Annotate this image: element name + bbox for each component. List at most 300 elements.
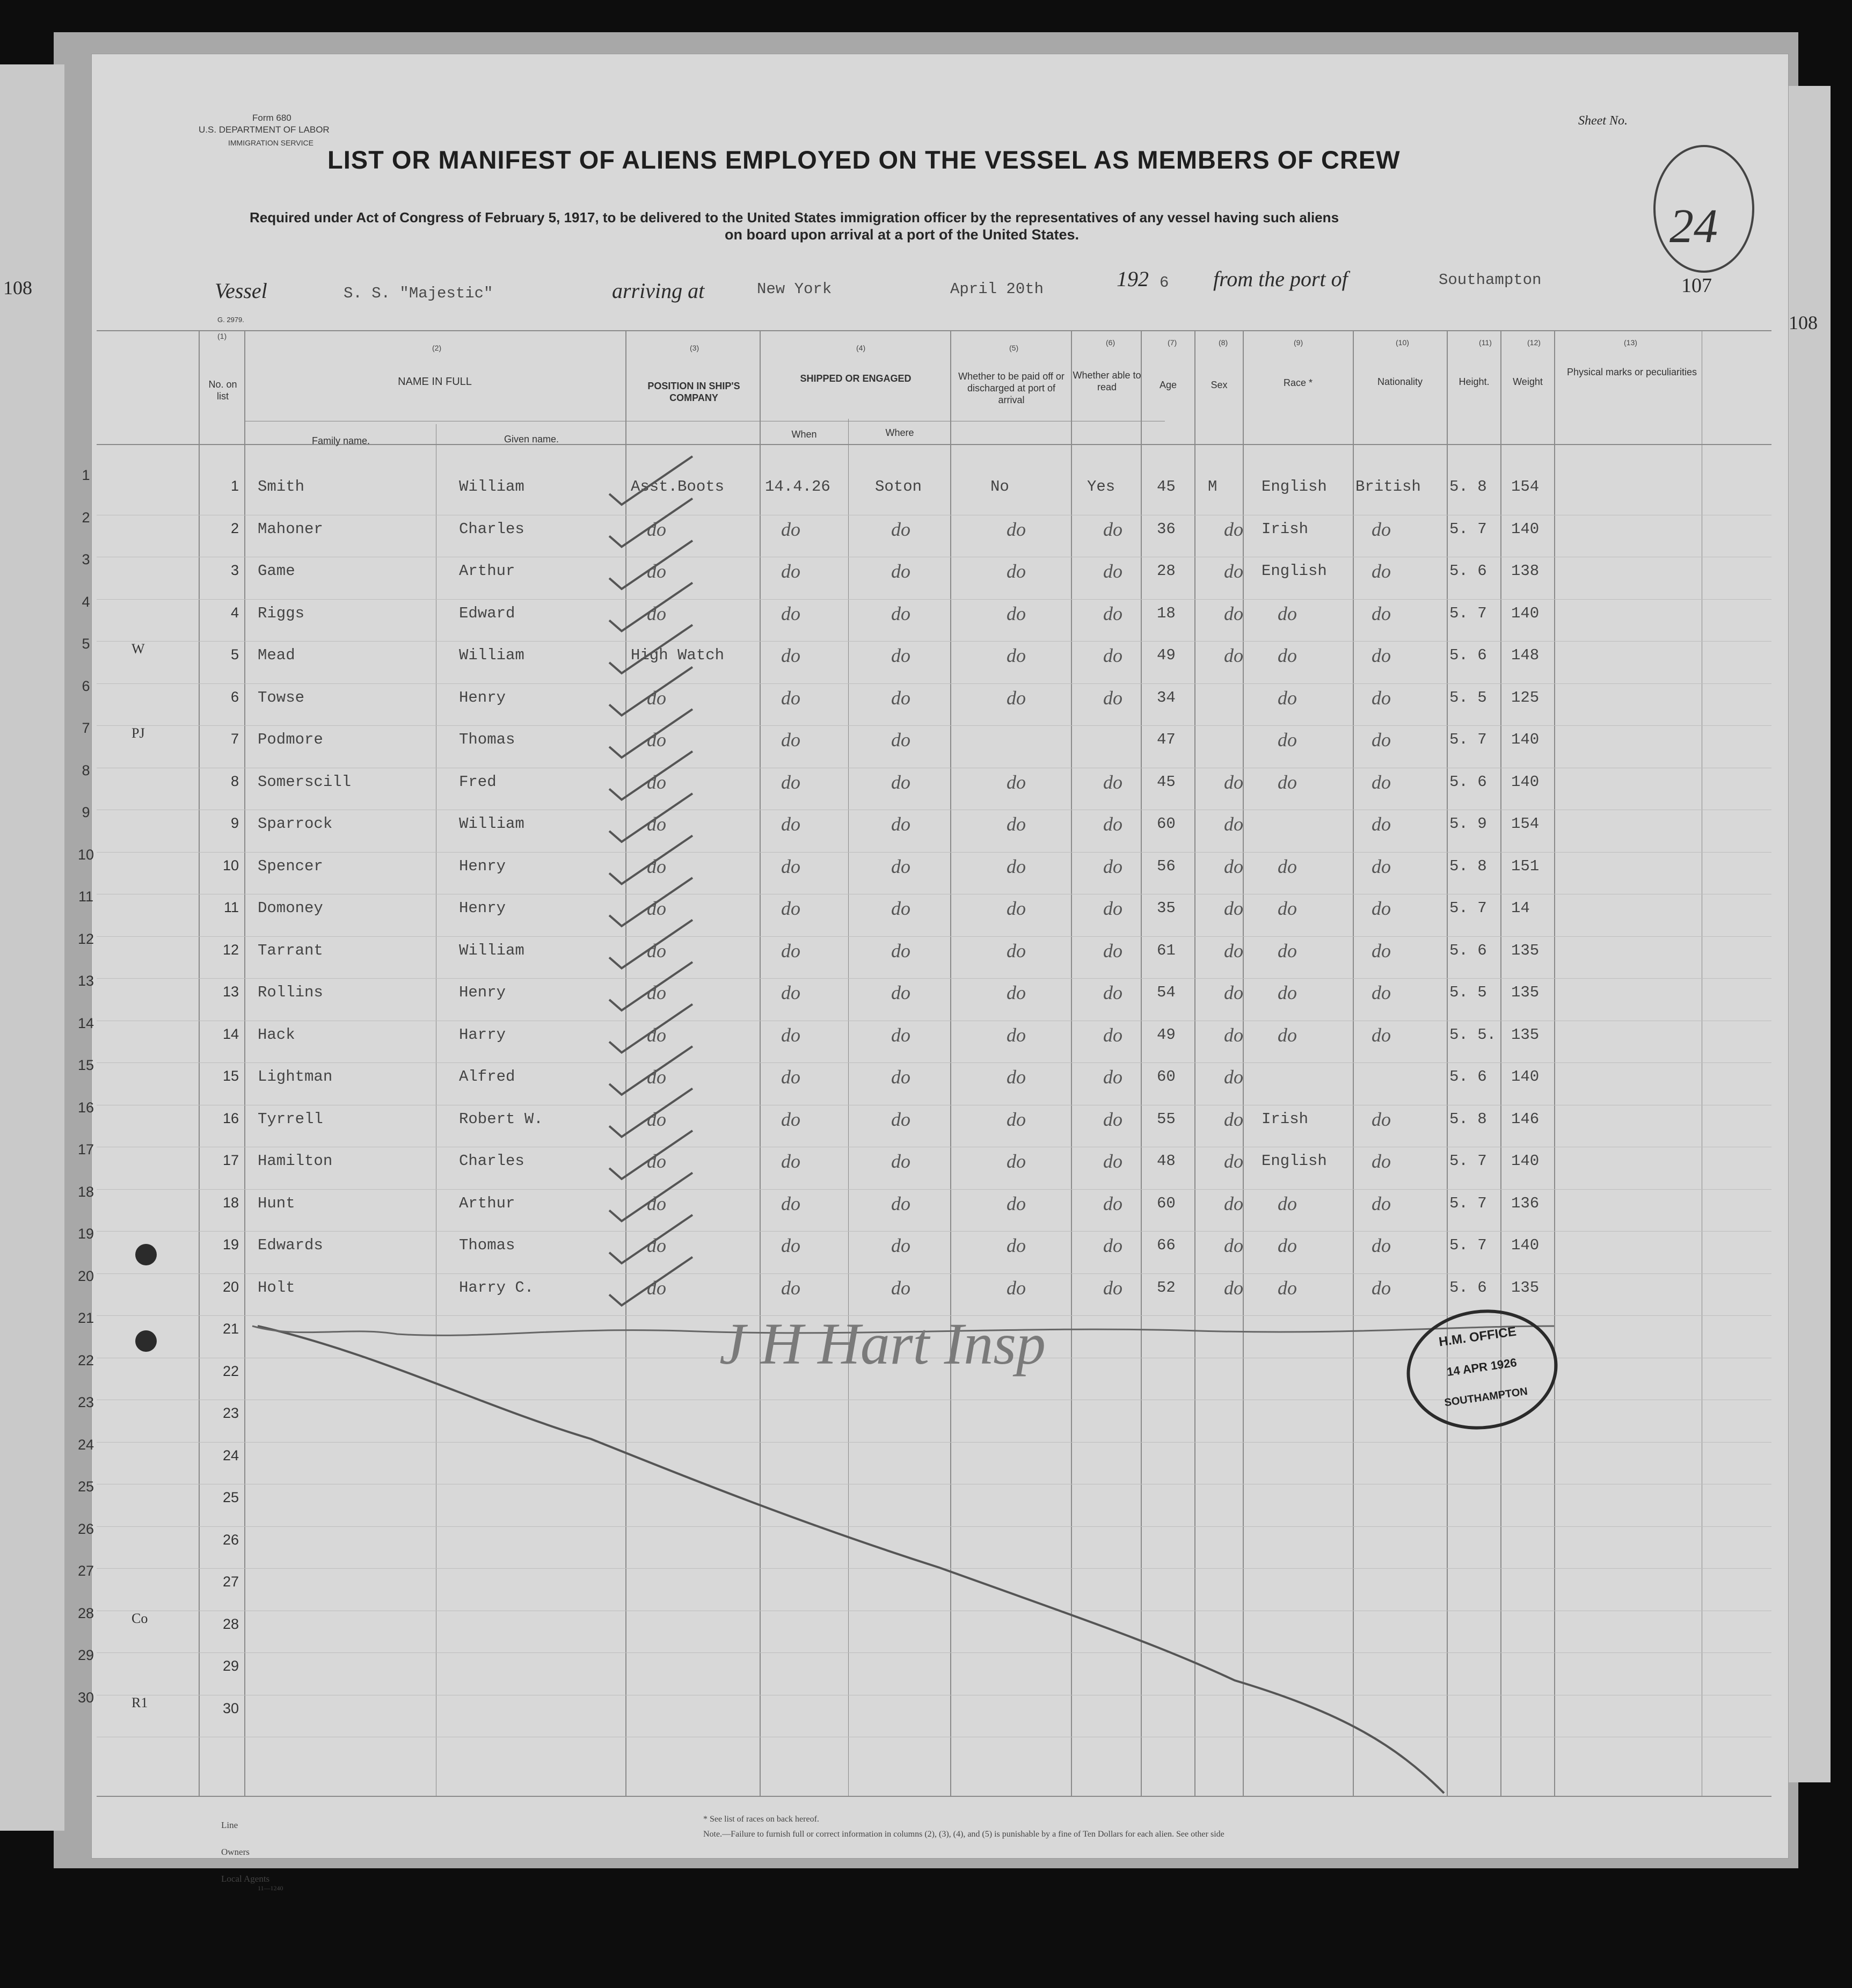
cell-nat: do	[1372, 940, 1391, 962]
footer-agents-code: 11—1240	[258, 1884, 283, 1892]
cell-given: William	[459, 815, 524, 833]
cell-given: Fred	[459, 773, 497, 791]
cell-weight: 151	[1511, 857, 1540, 875]
margin-mark: R1	[132, 1694, 148, 1710]
cell-sex: do	[1224, 855, 1243, 877]
cell-when: do	[781, 1150, 800, 1172]
cell-read: do	[1103, 1150, 1122, 1172]
cell-given: Arthur	[459, 1194, 515, 1212]
vessel-name: S. S. "Majestic"	[344, 285, 493, 302]
cell-read: Yes	[1087, 478, 1115, 496]
cell-read: do	[1103, 1192, 1122, 1214]
cell-read: do	[1103, 1066, 1122, 1088]
cell-nat: do	[1372, 898, 1391, 919]
left-row-number: 18	[77, 1183, 94, 1200]
cell-age: 52	[1157, 1278, 1176, 1297]
row-number: 15	[222, 1068, 239, 1084]
inspector-signature: J H Hart Insp	[719, 1311, 1046, 1377]
cell-family: Towse	[258, 688, 305, 707]
footer-note: Note.—Failure to furnish full or correct information in columns (2), (3), (4), and (5) is punishable by a fine of Ten Dollars for each alien. See other side	[703, 1830, 1224, 1839]
cell-age: 45	[1157, 773, 1176, 791]
cell-weight: 140	[1511, 773, 1540, 791]
left-sheet-number: 108	[3, 277, 32, 298]
cell-age: 60	[1157, 1068, 1176, 1086]
cell-age: 35	[1157, 899, 1176, 917]
cell-sex: do	[1224, 771, 1243, 793]
left-row-number: 19	[77, 1226, 94, 1242]
header-no-on-list: No. on list	[208, 379, 237, 402]
cell-position: do	[647, 813, 666, 835]
gpo-code: G. 2979.	[217, 316, 244, 324]
cell-age: 28	[1157, 562, 1176, 580]
cell-race: do	[1278, 729, 1297, 751]
sheet-label: Sheet No.	[1578, 114, 1628, 128]
cell-when: do	[781, 729, 800, 751]
col-num-2: (2)	[432, 344, 442, 352]
cell-age: 48	[1157, 1152, 1176, 1170]
cell-position: do	[647, 855, 666, 877]
row-number: 17	[222, 1152, 239, 1168]
cell-age: 60	[1157, 1194, 1176, 1212]
cell-race: English	[1262, 562, 1327, 580]
cell-race: do	[1278, 1277, 1297, 1299]
cell-weight: 135	[1511, 1025, 1540, 1044]
header-weight: Weight	[1513, 376, 1543, 387]
footer-agents: Local Agents	[221, 1874, 270, 1884]
cell-paid: do	[1007, 898, 1026, 919]
cell-position: do	[647, 898, 666, 919]
cell-position: do	[647, 1235, 666, 1256]
cell-family: Spencer	[258, 857, 323, 875]
cell-nat: do	[1372, 771, 1391, 793]
cell-nat: do	[1372, 645, 1391, 666]
cell-height: 5. 6	[1449, 562, 1487, 580]
cell-race: do	[1278, 1024, 1297, 1046]
cell-read: do	[1103, 813, 1122, 835]
cell-given: Harry	[459, 1025, 506, 1044]
cell-family: Game	[258, 562, 295, 580]
left-row-number: 30	[77, 1689, 94, 1706]
vessel-label: Vessel	[215, 279, 267, 303]
cell-family: Holt	[258, 1278, 295, 1297]
cell-where: do	[891, 518, 910, 540]
cell-when: do	[781, 771, 800, 793]
left-row-number: 13	[77, 973, 94, 989]
cell-position: Asst.Boots	[631, 478, 725, 496]
cell-age: 55	[1157, 1110, 1176, 1128]
cell-when: do	[781, 560, 800, 582]
cell-sex: M	[1208, 478, 1217, 496]
cell-when: do	[781, 898, 800, 919]
cell-sex: do	[1224, 645, 1243, 666]
header-shipped: SHIPPED OR ENGAGED	[800, 373, 912, 384]
cell-given: William	[459, 941, 524, 959]
cell-read: do	[1103, 645, 1122, 666]
left-row-number: 14	[77, 1015, 94, 1031]
cell-paid: do	[1007, 560, 1026, 582]
stamp-date: 14 APR 1926	[1446, 1356, 1518, 1379]
cell-family: Sparrock	[258, 815, 333, 833]
left-row-number: 1	[82, 467, 90, 483]
arriving-port: New York	[757, 280, 832, 298]
form-number: Form 680	[252, 113, 291, 123]
cell-when: do	[781, 518, 800, 540]
cell-nat: do	[1372, 602, 1391, 624]
cell-weight: 140	[1511, 604, 1540, 622]
cell-sex: do	[1224, 940, 1243, 962]
cell-position: do	[647, 1108, 666, 1130]
row-number: 8	[230, 773, 239, 789]
row-number: 3	[230, 562, 239, 578]
strike-through-line	[258, 1326, 1444, 1793]
cell-when: do	[781, 1108, 800, 1130]
row-number: 21	[222, 1321, 239, 1337]
cell-paid: do	[1007, 687, 1026, 709]
cell-height: 5. 7	[1449, 899, 1487, 917]
cell-race: do	[1278, 1235, 1297, 1256]
cell-where: do	[891, 1108, 910, 1130]
cell-read: do	[1103, 982, 1122, 1003]
cell-family: Hack	[258, 1025, 295, 1044]
cell-weight: 146	[1511, 1110, 1540, 1128]
cell-race: do	[1278, 982, 1297, 1003]
cell-height: 5. 5	[1449, 688, 1487, 707]
row-number: 18	[222, 1194, 239, 1211]
from-port: Southampton	[1439, 271, 1542, 289]
left-row-number: 26	[77, 1520, 94, 1537]
cell-paid: do	[1007, 1235, 1026, 1256]
cell-sex: do	[1224, 813, 1243, 835]
cell-height: 5. 8	[1449, 857, 1487, 875]
cell-paid: do	[1007, 1066, 1026, 1088]
cell-family: Tarrant	[258, 941, 323, 959]
cell-where: do	[891, 1235, 910, 1256]
cell-weight: 135	[1511, 941, 1540, 959]
arriving-label: arriving at	[612, 279, 705, 303]
cell-paid: do	[1007, 1108, 1026, 1130]
header-paid-off: Whether to be paid off or discharged at port of arrival	[958, 371, 1064, 405]
cell-race: English	[1262, 1152, 1327, 1170]
left-row-number: 28	[77, 1605, 94, 1621]
cell-given: Charles	[459, 1152, 524, 1170]
cell-age: 54	[1157, 984, 1176, 1001]
cell-height: 5. 6	[1449, 773, 1487, 791]
header-sex: Sex	[1211, 380, 1228, 390]
left-row-number: 16	[77, 1099, 94, 1116]
cell-family: Rollins	[258, 984, 323, 1001]
cell-family: Mead	[258, 646, 295, 664]
cell-when: do	[781, 940, 800, 962]
cell-paid: do	[1007, 1150, 1026, 1172]
footer-race-note: * See list of races on back hereof.	[703, 1815, 819, 1824]
cell-age: 49	[1157, 1025, 1176, 1044]
row-number: 12	[222, 941, 239, 958]
cell-sex: do	[1224, 602, 1243, 624]
footer-owners: Owners	[221, 1847, 250, 1857]
cell-nat: British	[1355, 478, 1421, 496]
cell-paid: do	[1007, 855, 1026, 877]
left-row-number: 27	[77, 1563, 94, 1579]
row-number: 28	[222, 1615, 239, 1632]
cell-family: Smith	[258, 478, 305, 496]
cell-nat: do	[1372, 1024, 1391, 1046]
cell-when: do	[781, 855, 800, 877]
cell-weight: 136	[1511, 1194, 1540, 1212]
cell-family: Lightman	[258, 1068, 333, 1086]
cell-position: do	[647, 1277, 666, 1299]
cell-read: do	[1103, 1024, 1122, 1046]
cell-read: do	[1103, 518, 1122, 540]
cell-family: Domoney	[258, 899, 323, 917]
cell-when: 14.4.26	[765, 478, 830, 496]
cell-where: do	[891, 771, 910, 793]
cell-race: do	[1278, 602, 1297, 624]
cell-position: do	[647, 687, 666, 709]
cell-family: Riggs	[258, 604, 305, 622]
cell-weight: 140	[1511, 1068, 1540, 1086]
cell-given: Henry	[459, 984, 506, 1001]
cell-nat: do	[1372, 855, 1391, 877]
cell-position: do	[647, 1024, 666, 1046]
stamp-top: H.M. OFFICE	[1438, 1324, 1518, 1350]
row-number: 5	[230, 646, 239, 662]
left-row-number: 17	[77, 1141, 94, 1157]
cell-read: do	[1103, 1108, 1122, 1130]
cell-where: do	[891, 645, 910, 666]
cell-when: do	[781, 687, 800, 709]
header-able-to-read: Whether able to read	[1073, 370, 1141, 392]
cell-age: 66	[1157, 1236, 1176, 1254]
cell-given: Henry	[459, 857, 506, 875]
cell-sex: do	[1224, 518, 1243, 540]
cell-given: Alfred	[459, 1068, 515, 1086]
cell-nat: do	[1372, 1108, 1391, 1130]
cell-race: Irish	[1262, 520, 1309, 538]
cell-where: do	[891, 1277, 910, 1299]
cell-nat: do	[1372, 1277, 1391, 1299]
cell-position: do	[647, 1150, 666, 1172]
cell-position: do	[647, 1066, 666, 1088]
cell-paid: No	[990, 478, 1009, 496]
cell-given: Charles	[459, 520, 524, 538]
cell-where: do	[891, 813, 910, 835]
cell-when: do	[781, 1235, 800, 1256]
header-physical-marks: Physical marks or peculiarities	[1566, 367, 1697, 377]
header-age: Age	[1159, 380, 1177, 390]
row-number: 10	[222, 857, 239, 873]
col-num-9: (9)	[1294, 338, 1303, 347]
cell-height: 5. 7	[1449, 731, 1487, 748]
row-number: 16	[222, 1110, 239, 1126]
cell-nat: do	[1372, 687, 1391, 709]
cell-position: do	[647, 982, 666, 1003]
cell-nat: do	[1372, 729, 1391, 751]
cell-position: High Watch	[631, 646, 725, 664]
cell-given: Henry	[459, 688, 506, 707]
cell-family: Somerscill	[258, 773, 352, 791]
row-number: 2	[230, 520, 239, 536]
left-row-number: 5	[82, 636, 90, 652]
left-row-number: 8	[82, 762, 90, 778]
from-port-label: from the port of	[1213, 267, 1348, 291]
cell-position: do	[647, 602, 666, 624]
col-num-7: (7)	[1168, 338, 1177, 347]
cell-height: 5. 5.	[1449, 1025, 1497, 1044]
row-number: 4	[230, 604, 239, 621]
year-prefix: 192	[1117, 267, 1149, 291]
cell-where: do	[891, 687, 910, 709]
cell-sex: do	[1224, 1150, 1243, 1172]
margin-mark: Co	[132, 1610, 148, 1626]
cell-read: do	[1103, 855, 1122, 877]
cell-age: 47	[1157, 731, 1176, 748]
cell-sex: do	[1224, 982, 1243, 1003]
cell-where: do	[891, 1024, 910, 1046]
cell-where: do	[891, 602, 910, 624]
cell-position: do	[647, 518, 666, 540]
cell-age: 36	[1157, 520, 1176, 538]
col-num-4: (4)	[856, 344, 866, 352]
header-nationality: Nationality	[1377, 376, 1423, 387]
cell-age: 45	[1157, 478, 1176, 496]
cell-race: do	[1278, 940, 1297, 962]
header-name-in-full: NAME IN FULL	[398, 376, 472, 388]
service: IMMIGRATION SERVICE	[228, 139, 313, 147]
left-row-number: 12	[77, 930, 94, 947]
cell-weight: 140	[1511, 1152, 1540, 1170]
cell-nat: do	[1372, 1192, 1391, 1214]
row-number: 22	[222, 1363, 239, 1379]
cell-given: Henry	[459, 899, 506, 917]
left-row-number: 20	[77, 1268, 94, 1284]
cell-race: do	[1278, 898, 1297, 919]
header-where: Where	[885, 427, 914, 438]
left-row-number: 11	[78, 889, 94, 905]
cell-nat: do	[1372, 1150, 1391, 1172]
cell-given: Robert W.	[459, 1110, 543, 1128]
stamp-bottom: SOUTHAMPTON	[1443, 1385, 1529, 1409]
cell-position: do	[647, 560, 666, 582]
cell-where: do	[891, 1066, 910, 1088]
cell-weight: 140	[1511, 520, 1540, 538]
cell-sex: do	[1224, 1066, 1243, 1088]
cell-position: do	[647, 1192, 666, 1214]
cell-read: do	[1103, 898, 1122, 919]
year-value: 6	[1160, 274, 1169, 292]
row-number: 11	[223, 899, 239, 915]
left-row-number: 9	[82, 804, 90, 820]
page-number: 107	[1681, 274, 1712, 297]
check-mark	[609, 456, 692, 505]
left-row-number: 23	[77, 1394, 94, 1410]
cell-weight: 154	[1511, 478, 1540, 496]
cell-family: Edwards	[258, 1236, 323, 1254]
arrival-date: April 20th	[950, 280, 1044, 298]
cell-race: do	[1278, 1192, 1297, 1214]
cell-race: English	[1262, 478, 1327, 496]
cell-read: do	[1103, 687, 1122, 709]
cell-weight: 125	[1511, 688, 1540, 707]
row-number: 27	[222, 1574, 239, 1590]
cell-sex: do	[1224, 898, 1243, 919]
cell-nat: do	[1372, 518, 1391, 540]
cell-when: do	[781, 813, 800, 835]
cell-height: 5. 6	[1449, 646, 1487, 664]
header-when: When	[791, 429, 817, 440]
cell-height: 5. 8	[1449, 478, 1487, 496]
cell-when: do	[781, 1277, 800, 1299]
cell-race: do	[1278, 687, 1297, 709]
cell-height: 5. 6	[1449, 1278, 1487, 1297]
header-position: POSITION IN SHIP'S COMPANY	[647, 381, 740, 403]
col-num-5: (5)	[1009, 344, 1019, 352]
right-sheet-number: 108	[1789, 312, 1818, 333]
department: U.S. DEPARTMENT OF LABOR	[199, 125, 330, 135]
cell-family: Podmore	[258, 731, 323, 748]
cell-height: 5. 9	[1449, 815, 1487, 833]
cell-nat: do	[1372, 560, 1391, 582]
cell-given: Thomas	[459, 1236, 515, 1254]
left-row-number: 10	[77, 846, 94, 863]
cell-where: do	[891, 1192, 910, 1214]
cell-given: Harry C.	[459, 1278, 534, 1297]
cell-read: do	[1103, 602, 1122, 624]
cell-paid: do	[1007, 1277, 1026, 1299]
cell-paid: do	[1007, 1024, 1026, 1046]
cell-read: do	[1103, 1277, 1122, 1299]
header-race: Race *	[1283, 377, 1313, 388]
cell-height: 5. 7	[1449, 520, 1487, 538]
cell-age: 49	[1157, 646, 1176, 664]
cell-age: 18	[1157, 604, 1176, 622]
cell-sex: do	[1224, 1192, 1243, 1214]
cell-given: Thomas	[459, 731, 515, 748]
cell-height: 5. 7	[1449, 604, 1487, 622]
cell-paid: do	[1007, 982, 1026, 1003]
cell-age: 61	[1157, 941, 1176, 959]
cell-when: do	[781, 1066, 800, 1088]
cell-family: Hunt	[258, 1194, 295, 1212]
cell-when: do	[781, 1024, 800, 1046]
cell-height: 5. 6	[1449, 1068, 1487, 1086]
cell-height: 5. 5	[1449, 984, 1487, 1001]
cell-paid: do	[1007, 645, 1026, 666]
row-number: 7	[230, 731, 239, 747]
row-number: 13	[222, 984, 239, 1000]
cell-height: 5. 6	[1449, 941, 1487, 959]
cell-family: Hamilton	[258, 1152, 333, 1170]
row-number: 14	[222, 1025, 239, 1042]
cell-given: William	[459, 478, 524, 496]
subtitle-line2: on board upon arrival at a port of the United States.	[725, 227, 1080, 243]
margin-mark: PJ	[132, 725, 145, 741]
handwritten-sheet-number: 24	[1669, 200, 1718, 253]
row-number: 30	[222, 1700, 239, 1716]
cell-weight: 135	[1511, 984, 1540, 1001]
row-number: 25	[222, 1489, 239, 1505]
cell-race: do	[1278, 855, 1297, 877]
cell-when: do	[781, 645, 800, 666]
cell-height: 5. 8	[1449, 1110, 1487, 1128]
cell-where: do	[891, 855, 910, 877]
left-row-number: 24	[77, 1436, 94, 1453]
cell-height: 5. 7	[1449, 1236, 1487, 1254]
col-num-11: (11)	[1479, 338, 1492, 347]
cell-nat: do	[1372, 982, 1391, 1003]
cell-given: William	[459, 646, 524, 664]
col-num-13: (13)	[1624, 338, 1637, 347]
cell-read: do	[1103, 771, 1122, 793]
